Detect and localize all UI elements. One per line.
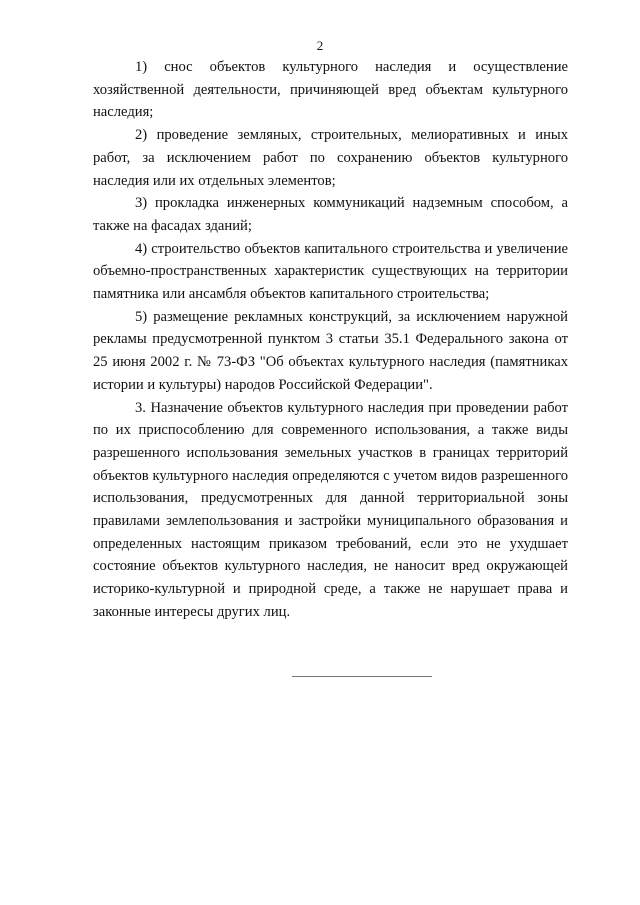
- list-item-utilities: 3) прокладка инженерных коммуникаций надземным способом, а также на фасадах зданий;: [93, 195, 568, 234]
- document-body: [93, 56, 568, 624]
- list-item-demolition: 1) снос объектов культурного наследия и осуществление хозяйственной деятельности, причиняющей вред объектам культурного наследия;: [93, 59, 568, 121]
- list-item-advertising: 5) размещение рекламных конструкций, за исключением наружной рекламы предусмотренной пунктом 3 статьи 35.1 Федерального закона от 25 июня 2002 г. № 73-ФЗ "Об объектах культурного наследия (памятниках истории и культуры) народов Российской Федерации".: [93, 308, 568, 393]
- end-of-text-divider: [292, 676, 432, 677]
- page-number: 2: [316, 38, 324, 53]
- list-item-earthworks: 2) проведение земляных, строительных, мелиоративных и иных работ, за исключением работ по сохранению объектов культурного наследия или их отдельных элементов;: [93, 127, 568, 189]
- list-item-construction: 4) строительство объектов капитального строительства и увеличение объемно-пространственных характеристик существующих на территории памятника или ансамбля объектов капитального строительства;: [93, 240, 568, 303]
- section-3-paragraph: 3. Назначение объектов культурного наследия при проведении работ по их приспособлению для современного использования, а также виды разрешенного использования земельных участков в границах территорий объектов культурного наследия определяются с учетом видов разрешенного использования, предусмотренных для данной территориальной зоны правилами землепользования и застройки муниципального образования и определенных настоящим приказом требований, если это не ухудшает состояние объектов культурного наследия, не наносит вред окружающей историко-культурной и природной среде, а также не нарушает права и законные интересы других лиц.: [93, 399, 568, 620]
